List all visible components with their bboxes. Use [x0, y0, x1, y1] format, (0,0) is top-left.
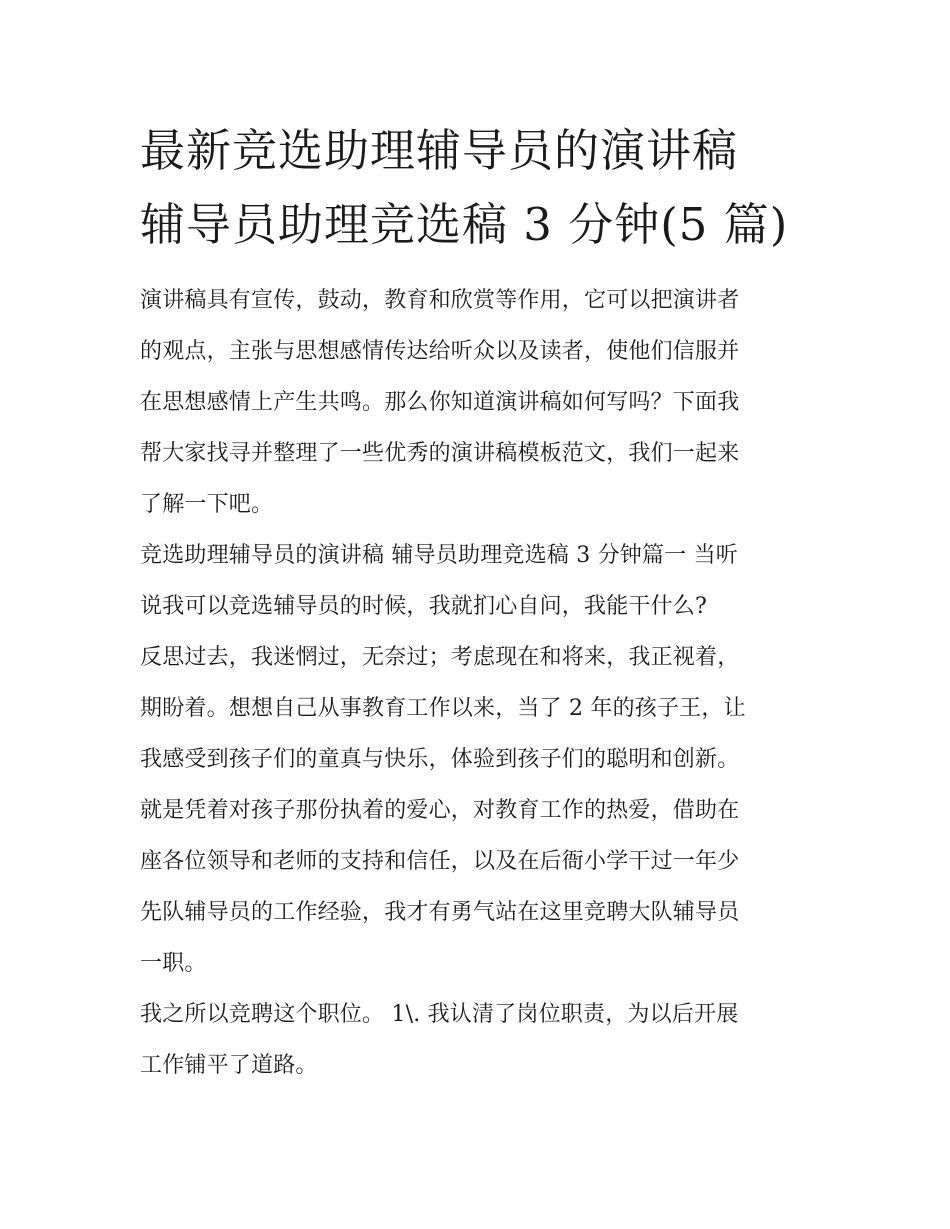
- text-line: 期盼着。想想自己从事教育工作以来，当了 2 年的孩子王，让: [140, 696, 746, 721]
- text-line: 帮大家找寻并整理了一些优秀的演讲稿模板范文，我们一起来: [140, 441, 740, 466]
- title-line-1: 最新竞选助理辅导员的演讲稿: [140, 124, 739, 177]
- text-line: 就是凭着对孩子那份执着的爱心，对教育工作的热爱，借助在: [140, 798, 740, 823]
- text-line: 我之所以竞聘这个职位。 1\. 我认清了岗位职责，为以后开展: [140, 1002, 739, 1027]
- text-line: 工作铺平了道路。: [140, 1053, 318, 1078]
- text-line: 的观点，主张与思想感情传达给听众以及读者，使他们信服并: [140, 339, 740, 364]
- text-line: 竞选助理辅导员的演讲稿 辅导员助理竞选稿 3 分钟篇一 当听: [140, 543, 738, 568]
- text-line: 先队辅导员的工作经验，我才有勇气站在这里竞聘大队辅导员: [140, 900, 740, 925]
- paragraph-reasons: [140, 989, 830, 1091]
- paragraph-section-one-heading: [140, 530, 830, 632]
- text-line: 在思想感情上产生共鸣。那么你知道演讲稿如何写吗？下面我: [140, 390, 740, 415]
- document-body: [140, 275, 830, 1091]
- text-line: 说我可以竞选辅导员的时候，我就扪心自问，我能干什么?: [140, 594, 707, 619]
- paragraph-intro: [140, 275, 830, 530]
- text-line: 一职。: [140, 951, 207, 976]
- text-line: 我感受到孩子们的童真与快乐，体验到孩子们的聪明和创新。: [140, 747, 740, 772]
- text-line: 演讲稿具有宣传，鼓动，教育和欣赏等作用，它可以把演讲者: [140, 288, 740, 313]
- title-line-2: 辅导员助理竞选稿 3 分钟(5 篇): [140, 198, 789, 251]
- document-title: [140, 114, 830, 262]
- text-line: 反思过去，我迷惘过，无奈过；考虑现在和将来，我正视着，: [140, 645, 740, 670]
- text-line: 座各位领导和老师的支持和信任，以及在后衙小学干过一年少: [140, 849, 740, 874]
- text-line: 了解一下吧。: [140, 492, 274, 517]
- paragraph-reflection: [140, 632, 830, 989]
